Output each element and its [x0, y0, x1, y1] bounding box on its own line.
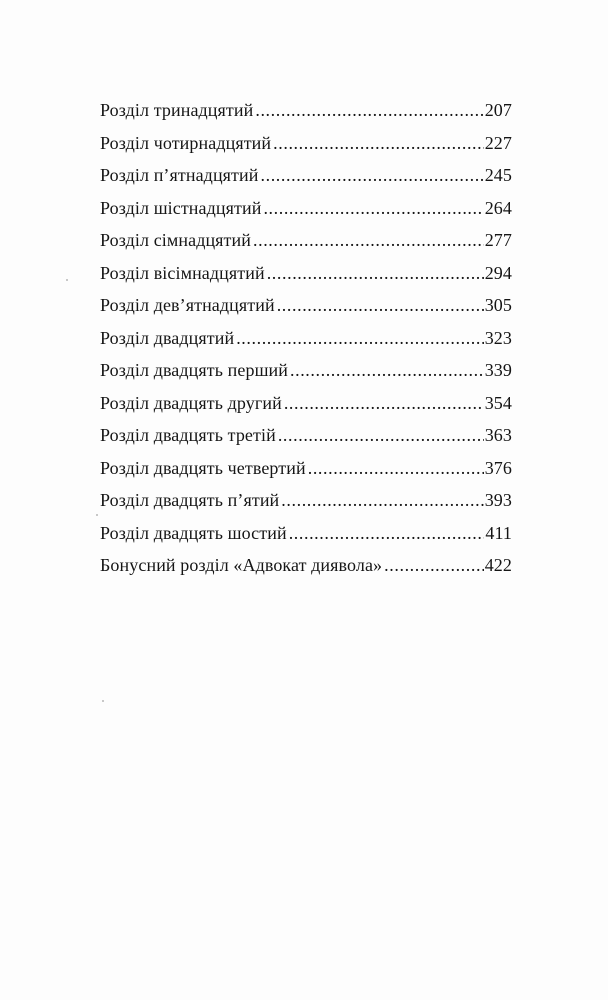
toc-entry: [100, 263, 512, 296]
toc-entry-page: 339: [484, 360, 512, 380]
toc-entry-title: Розділ двадцять другий: [100, 392, 282, 413]
toc-entry-page: 227: [484, 132, 512, 153]
toc-entry-title: Бонусний розділ «Адвокат диявола»: [100, 555, 383, 575]
toc-entry-page: 422: [484, 555, 512, 575]
toc-entry-title: Розділ двадцять п’ятий: [100, 490, 280, 510]
table-of-contents: [100, 100, 512, 588]
toc-leader-dots: [290, 360, 484, 381]
toc-entry-page: 354: [484, 392, 512, 413]
toc-entry: [100, 555, 512, 588]
toc-entry: [100, 328, 512, 361]
toc-leader-dots: [253, 230, 484, 251]
toc-entry-title: Розділ двадцять четвертий: [100, 457, 306, 478]
paper-speck: [96, 514, 98, 516]
toc-leader-dots: [255, 100, 483, 121]
paper-speck: [66, 279, 68, 281]
toc-entry-title: Розділ вісімнадцятий: [100, 262, 265, 283]
toc-entry-title: Розділ двадцять перший: [100, 360, 288, 380]
toc-leader-dots: [289, 523, 485, 544]
toc-entry-page: 393: [484, 490, 512, 510]
toc-leader-dots: [277, 295, 484, 316]
toc-leader-dots: [278, 425, 484, 446]
toc-entry: [100, 425, 512, 458]
toc-entry-title: Розділ тринадцятий: [100, 100, 254, 120]
toc-entry: [100, 100, 512, 133]
toc-entry-page: 363: [484, 425, 512, 445]
toc-entry-title: Розділ п’ятнадцятий: [100, 165, 259, 185]
toc-leader-dots: [284, 393, 484, 414]
toc-leader-dots: [273, 133, 484, 154]
paper-speck: [102, 700, 104, 702]
toc-entry: [100, 133, 512, 166]
toc-entry-title: Розділ двадцять третій: [100, 425, 276, 445]
toc-entry: [100, 523, 512, 556]
toc-entry-page: 277: [484, 230, 512, 250]
toc-leader-dots: [281, 490, 483, 511]
toc-leader-dots: [263, 198, 483, 219]
toc-entry-page: 294: [484, 262, 512, 283]
toc-entry-page: 305: [484, 295, 512, 315]
toc-entry-title: Розділ дев’ятнадцятий: [100, 295, 275, 315]
toc-entry: [100, 490, 512, 523]
toc-entry: [100, 230, 512, 263]
toc-entry-page: 264: [484, 197, 512, 218]
toc-entry: [100, 360, 512, 393]
toc-entry-title: Розділ двадцять шостий: [100, 522, 287, 543]
toc-leader-dots: [236, 328, 483, 349]
toc-leader-dots: [384, 555, 484, 576]
toc-entry: [100, 295, 512, 328]
toc-entry-title: Розділ сімнадцятий: [100, 230, 251, 250]
toc-entry: [100, 393, 512, 426]
toc-entry: [100, 165, 512, 198]
toc-leader-dots: [308, 458, 484, 479]
toc-entry-page: 323: [484, 327, 512, 348]
toc-entry-page: 207: [484, 100, 512, 120]
toc-entry-title: Розділ шістнадцятий: [100, 197, 262, 218]
toc-entry-page: 245: [484, 165, 512, 185]
toc-leader-dots: [261, 165, 484, 186]
toc-entry-title: Розділ чотирнадцятий: [100, 132, 272, 153]
toc-entry-page: 411: [485, 522, 512, 543]
toc-entry: [100, 198, 512, 231]
toc-entry-page: 376: [484, 457, 512, 478]
toc-entry-title: Розділ двадцятий: [100, 327, 235, 348]
toc-leader-dots: [267, 263, 484, 284]
toc-entry: [100, 458, 512, 491]
